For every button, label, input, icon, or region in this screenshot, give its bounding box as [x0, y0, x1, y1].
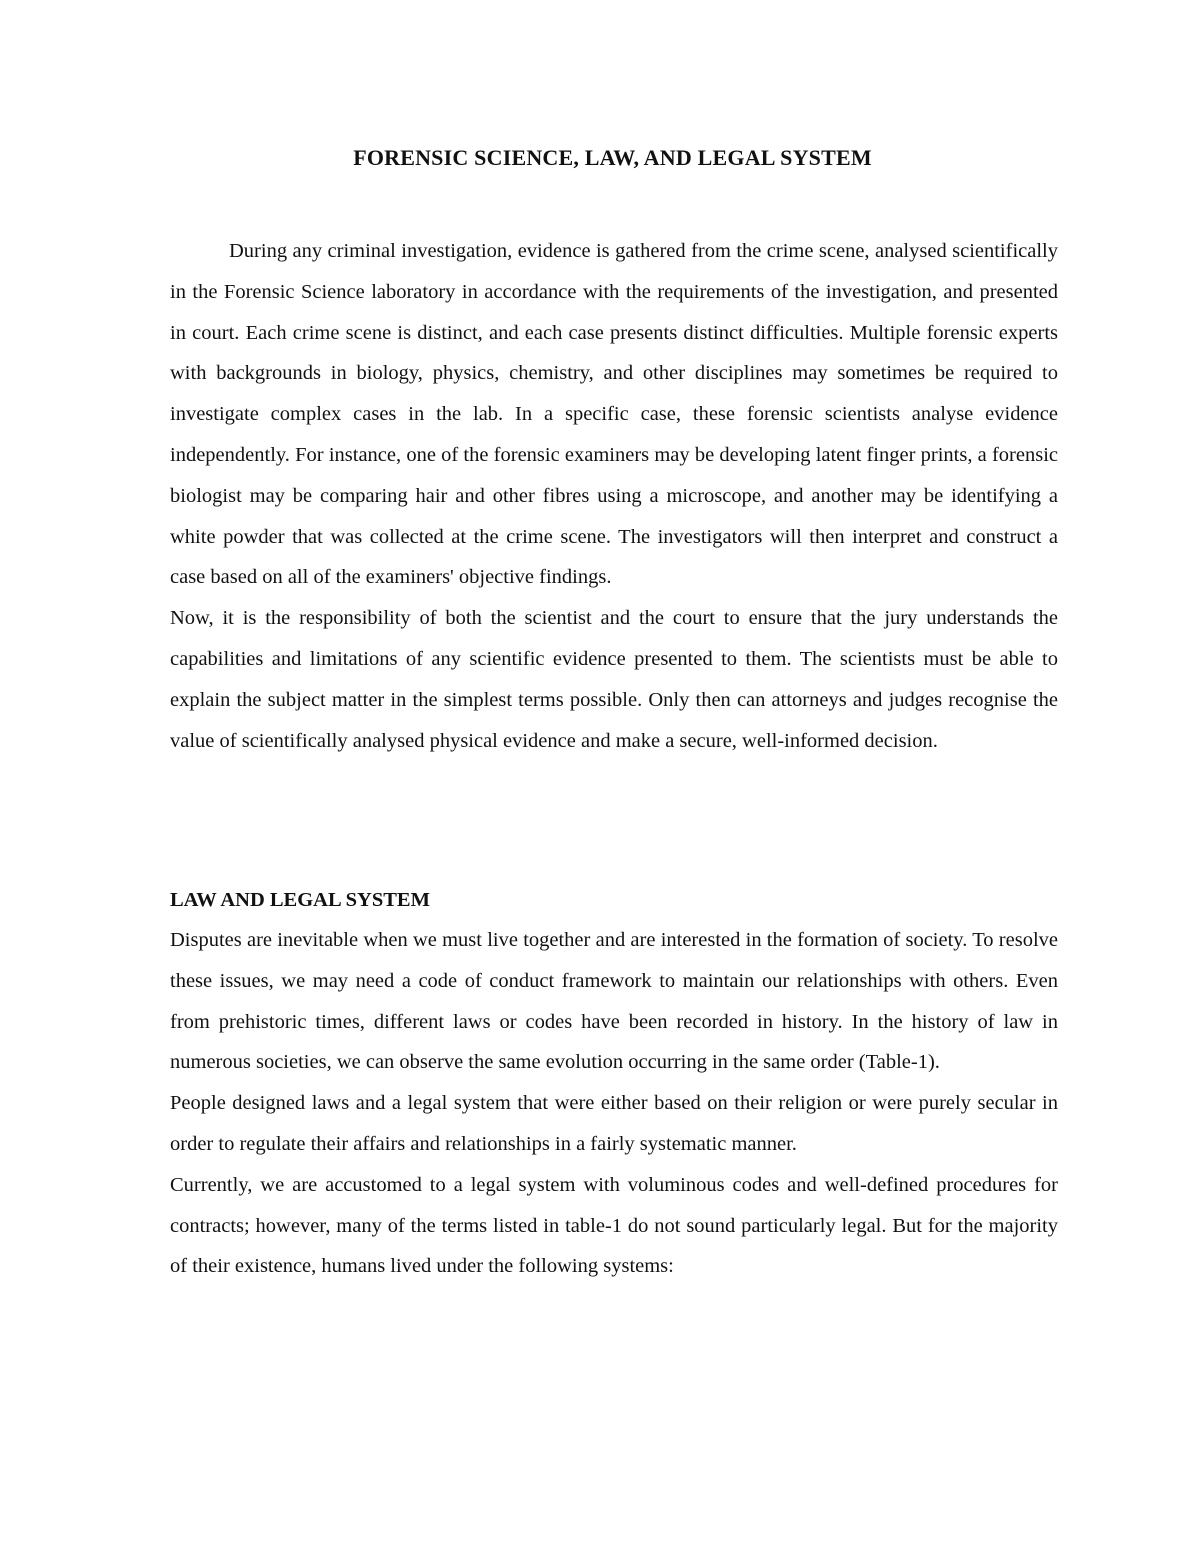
page-title: FORENSIC SCIENCE, LAW, AND LEGAL SYSTEM	[353, 145, 872, 170]
intro-paragraph-2: Now, it is the responsibility of both the scientist and the court to ensure that the jury understands the capabilities and limitations of any scientific evidence presented to them. The scientists must be able to explain the subject matter in the simplest terms possible. Only then can attorneys and judges recognise the value of scientifically analysed physical evidence and make a secure, well-informed decision.	[170, 607, 1058, 752]
law-section	[170, 920, 1058, 1287]
law-paragraph-2: People designed laws and a legal system that were either based on their religion or were purely secular in order to regulate their affairs and relationships in a fairly systematic manner.	[170, 1092, 1058, 1155]
law-paragraph-1: Disputes are inevitable when we must live together and are interested in the formation of society. To resolve these issues, we may need a code of conduct framework to maintain our relationships with others. Even from prehistoric times, different laws or codes have been recorded in history. In the history of law in numerous societies, we can observe the same evolution occurring in the same order (Table-1).	[170, 929, 1058, 1074]
law-paragraph-3: Currently, we are accustomed to a legal system with voluminous codes and well-defined procedures for contracts; however, many of the terms listed in table-1 do not sound particularly legal. But for the majority of their existence, humans lived under the following systems:	[170, 1173, 1058, 1278]
intro-paragraph-1: During any criminal investigation, evidence is gathered from the crime scene, analysed scientifically in the Forensic Science laboratory in accordance with the requirements of the investigation, and presented in court. Each crime scene is distinct, and each case presents distinct difficulties. Multiple forensic experts with backgrounds in biology, physics, chemistry, and other disciplines may sometimes be required to investigate complex cases in the lab. In a specific case, these forensic scientists analyse evidence independently. For instance, one of the forensic examiners may be developing latent finger prints, a forensic biologist may be comparing hair and other fibres using a microscope, and another may be identifying a white powder that was collected at the crime scene. The investigators will then interpret and construct a case based on all of the examiners' objective findings.	[170, 240, 1058, 589]
intro-section	[170, 231, 1058, 761]
section-heading: LAW AND LEGAL SYSTEM	[170, 889, 430, 911]
